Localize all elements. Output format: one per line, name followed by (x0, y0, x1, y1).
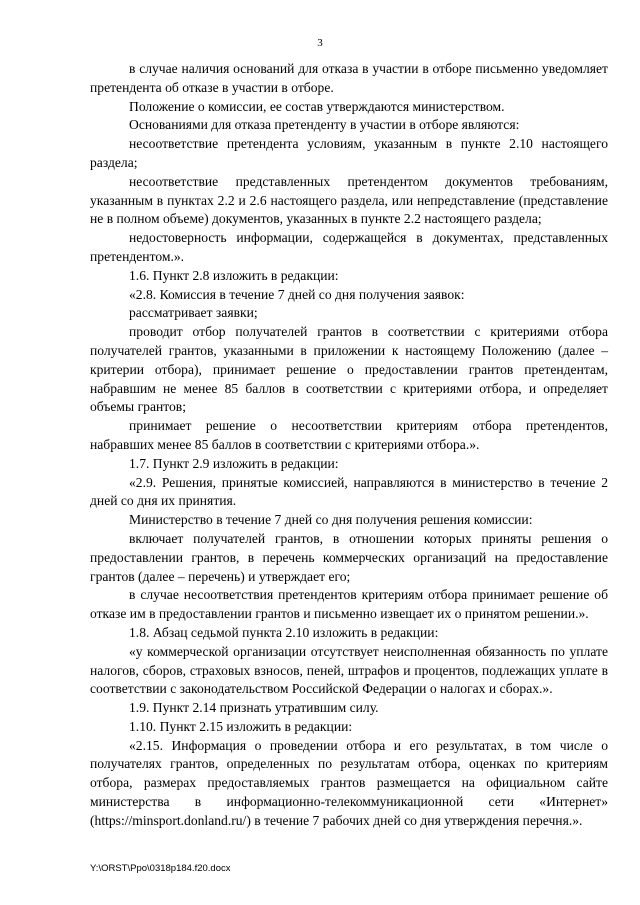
paragraph: рассматривает заявки; (129, 305, 258, 321)
paragraph: 1.6. Пункт 2.8 изложить в редакции: (129, 267, 339, 283)
footer-file-path: Y:\ORST\Ppo\0318p184.f20.docx (90, 863, 231, 874)
paragraph: несоответствие претендента условиям, указанным в пункте 2.10 настоящего раздела; (90, 136, 608, 170)
document-body (90, 60, 608, 831)
paragraph: 1.8. Абзац седьмой пункта 2.10 изложить в редакции: (129, 624, 439, 640)
paragraph: в случае несоответствия претендентов критериям отбора принимает решение об отказе им в предоставлении грантов и письменно извещает их о принятом решении.». (90, 587, 608, 622)
paragraph: включает получателей грантов, в отношении которых приняты решения о предоставлении грантов, в перечень коммерческих организаций на предоставление грантов (далее – перечень) и утверждает его; (90, 530, 608, 584)
paragraph: «2.15. Информация о проведении отбора и его результатах, в том числе о получателях грантов, определенных по результатам отбора, оценках по критериям отбора, размерах предоставляемых грантов размещается на официальном сайте министерства в информационно-телекоммуникационной сети «Интернет» (https://minsport.donland.ru/) в течение 7 рабочих дней со дня утверждения перечня.». (90, 737, 608, 828)
paragraph: «у коммерческой организации отсутствует неисполненная обязанность по уплате налогов, сборов, страховых взносов, пеней, штрафов и процентов, подлежащих уплате в соответствии с законодательством Российской Федерации о налогах и сборах.». (90, 643, 608, 697)
paragraph: 1.7. Пункт 2.9 изложить в редакции: (129, 455, 339, 471)
paragraph: несоответствие представленных претендентом документов требованиям, указанным в пунктах 2.2 и 2.6 настоящего раздела, или непредставление (представление не в полном объеме) документов, указанных в пункте 2.2 настоящего раздела; (90, 173, 608, 227)
paragraph: принимает решение о несоответствии критериям отбора претендентов, набравших менее 85 баллов в соответствии с критериями отбора.». (90, 418, 608, 452)
paragraph: 1.9. Пункт 2.14 признать утратившим силу. (129, 700, 379, 716)
paragraph: Положение о комиссии, ее состав утверждаются министерством. (129, 98, 505, 114)
paragraph: «2.8. Комиссия в течение 7 дней со дня получения заявок: (129, 286, 465, 302)
paragraph: Основаниями для отказа претенденту в участии в отборе являются: (129, 117, 520, 133)
paragraph: 1.10. Пункт 2.15 изложить в редакции: (129, 718, 353, 734)
paragraph: «2.9. Решения, принятые комиссией, направляются в министерство в течение 2 дней со дня их принятия. (90, 474, 608, 509)
paragraph: в случае наличия оснований для отказа в участии в отборе письменно уведомляет претендента об отказе в участии в отборе. (90, 61, 608, 95)
paragraph: недостоверность информации, содержащейся в документах, представленных претендентом.». (90, 230, 608, 264)
paragraph: Министерство в течение 7 дней со дня получения решения комиссии: (129, 512, 533, 528)
page-number: 3 (317, 37, 323, 49)
paragraph: проводит отбор получателей грантов в соответствии с критериями отбора получателей грантов, указанными в приложении к настоящему Положению (далее – критерии отбора), принимает решение о предоставлении грантов претендентам, набравшим не менее 85 баллов в соответствии с критериями отбора, и определяет объемы грантов; (90, 324, 608, 415)
